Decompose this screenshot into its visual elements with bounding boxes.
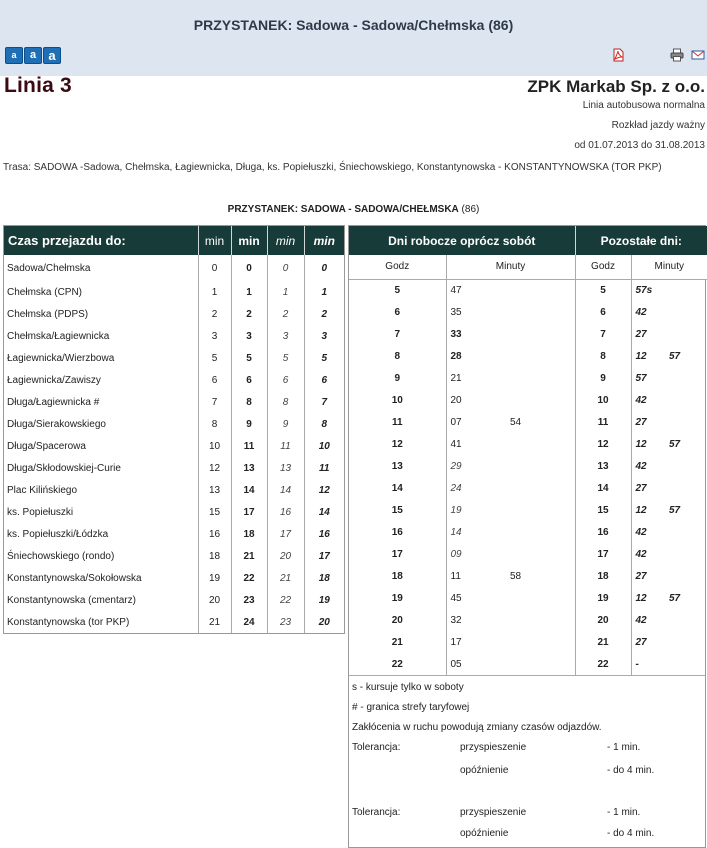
weekday-hour-cell: 16 xyxy=(349,521,446,543)
timetable-row xyxy=(349,609,707,631)
travel-time-cell: 11 xyxy=(319,462,330,474)
travel-time-cell: 0 xyxy=(198,255,231,281)
weekday-hour-cell: 14 xyxy=(349,477,446,499)
travel-time-cell: 19 xyxy=(198,567,231,589)
travel-time-cell: 3 xyxy=(267,325,304,347)
travel-time-cell: 6 xyxy=(267,369,304,391)
stop-name-cell: Długa/Sierakowskiego xyxy=(4,413,198,435)
stop-name-cell: Konstantynowska/Sokołowska xyxy=(4,567,198,589)
line-title: Linia 3 xyxy=(4,74,72,97)
acceleration-label: przyspieszenie xyxy=(460,742,527,753)
other-minute-cell xyxy=(669,455,707,477)
travel-row xyxy=(4,567,344,589)
travel-time-cell: 18 xyxy=(198,545,231,567)
other-hour-cell: 21 xyxy=(575,631,631,653)
delay-value: - do 4 min. xyxy=(607,828,655,839)
weekday-header: Dni robocze oprócz sobót xyxy=(349,226,575,255)
stop-name-cell: Długa/Skłodowskiej-Curie xyxy=(4,457,198,479)
notes-panel xyxy=(348,675,706,848)
weekday-hour-cell: 15 xyxy=(349,499,446,521)
weekday-minute-cell: 28 xyxy=(450,350,462,362)
travel-row xyxy=(4,589,344,611)
travel-time-cell: 14 xyxy=(318,506,330,518)
travel-time-cell: 17 xyxy=(267,523,304,545)
mail-icon[interactable] xyxy=(691,48,705,62)
weekday-minute-cell: 09 xyxy=(450,548,462,560)
timetable-row xyxy=(349,345,707,367)
travel-time-cell: 2 xyxy=(198,303,231,325)
travel-time-cell: 12 xyxy=(318,484,330,496)
travel-time-cell: 1 xyxy=(267,281,304,303)
weekday-hour-cell: 9 xyxy=(349,367,446,389)
stop-name-cell: Długa/Spacerowa xyxy=(4,435,198,457)
timetable-row xyxy=(349,389,707,411)
travel-time-cell: 17 xyxy=(318,550,330,562)
tolerance-label: Tolerancja: xyxy=(352,807,401,818)
travel-time-cell: 6 xyxy=(321,374,328,386)
travel-time-cell: 6 xyxy=(231,369,267,391)
weekday-minute-cell xyxy=(506,433,575,455)
travel-time-cell: 9 xyxy=(267,413,304,435)
travel-time-cell: 16 xyxy=(198,523,231,545)
other-days-header: Pozostałe dni: xyxy=(575,226,707,255)
travel-time-cell: 23 xyxy=(267,611,304,633)
other-minute-cell xyxy=(669,609,707,631)
travel-time-cell: 21 xyxy=(267,567,304,589)
travel-time-cell: 8 xyxy=(231,391,267,413)
weekday-minute-cell: 33 xyxy=(450,328,462,340)
other-minute-cell xyxy=(669,389,707,411)
weekday-hour-cell: 13 xyxy=(349,455,446,477)
stop-subtitle xyxy=(0,204,707,215)
travel-time-cell: 13 xyxy=(198,479,231,501)
other-minute-cell xyxy=(669,411,707,433)
travel-time-cell: 12 xyxy=(198,457,231,479)
timetable-row xyxy=(349,455,707,477)
tolerance-label: Tolerancja: xyxy=(352,742,401,753)
other-hour-cell: 10 xyxy=(575,389,631,411)
travel-time-cell: 14 xyxy=(267,479,304,501)
delay-label: opóźnienie xyxy=(460,765,509,776)
travel-time-cell: 14 xyxy=(231,479,267,501)
weekday-minute-cell: 35 xyxy=(450,306,462,318)
travel-header: Czas przejazdu do: xyxy=(4,226,198,255)
other-minute-cell: 57 xyxy=(635,372,647,384)
stop-name-cell: Łagiewnicka/Wierzbowa xyxy=(4,347,198,369)
col-min-1: min xyxy=(198,226,231,255)
travel-time-cell: 3 xyxy=(321,330,328,342)
travel-time-cell: 10 xyxy=(318,440,330,452)
other-minute-cell: 27 xyxy=(635,482,647,494)
timetable-row xyxy=(349,653,707,675)
timetable-row xyxy=(349,521,707,543)
other-hour-cell: 9 xyxy=(575,367,631,389)
travel-time-cell: 18 xyxy=(318,572,330,584)
other-hour-cell: 20 xyxy=(575,609,631,631)
other-hour-cell: 14 xyxy=(575,477,631,499)
weekday-minute-cell: 21 xyxy=(450,372,462,384)
travel-row xyxy=(4,255,344,281)
other-minute-cell: 27 xyxy=(635,636,647,648)
travel-time-cell: 16 xyxy=(267,501,304,523)
travel-time-cell: 13 xyxy=(267,457,304,479)
weekday-minute-cell: 05 xyxy=(450,658,462,670)
other-hour-cell: 17 xyxy=(575,543,631,565)
company-name: ZPK Markab Sp. z o.o. xyxy=(527,77,705,96)
travel-row xyxy=(4,501,344,523)
weekday-minute-cell xyxy=(506,653,575,675)
weekday-minute-cell xyxy=(506,389,575,411)
acceleration-value: - 1 min. xyxy=(607,742,641,753)
travel-time-cell: 16 xyxy=(318,528,330,540)
weekday-hour-cell: 21 xyxy=(349,631,446,653)
weekday-minute-cell xyxy=(506,477,575,499)
travel-time-cell: 3 xyxy=(198,325,231,347)
travel-row xyxy=(4,545,344,567)
other-minute-cell: 12 xyxy=(635,592,647,604)
travel-time-cell: 18 xyxy=(231,523,267,545)
travel-time-cell: 10 xyxy=(198,435,231,457)
travel-row xyxy=(4,611,344,633)
travel-row xyxy=(4,435,344,457)
travel-time-cell: 0 xyxy=(321,262,328,274)
stop-name-cell: Chełmska/Łagiewnicka xyxy=(4,325,198,347)
travel-time-cell: 21 xyxy=(231,545,267,567)
weekday-minute-cell xyxy=(506,279,575,301)
other-minute-cell xyxy=(669,653,707,675)
col-min-2: min xyxy=(231,226,267,255)
weekday-minute-cell: 32 xyxy=(450,614,462,626)
other-minute-cell: 42 xyxy=(635,394,647,406)
validity-range: od 01.07.2013 do 31.08.2013 xyxy=(574,140,705,151)
other-minute-cell: 42 xyxy=(635,526,647,538)
travel-time-cell: 0 xyxy=(267,255,304,281)
timetable-row xyxy=(349,631,707,653)
travel-time-cell: 6 xyxy=(198,369,231,391)
weekday-minute-cell: 24 xyxy=(450,482,462,494)
other-hour-cell: 8 xyxy=(575,345,631,367)
other-minute-cell: 42 xyxy=(635,614,647,626)
weekday-hour-cell: 18 xyxy=(349,565,446,587)
weekday-hour-cell: 12 xyxy=(349,433,446,455)
stop-name-cell: Długa/Łagiewnicka # xyxy=(4,391,198,413)
other-minute-cell: 12 xyxy=(635,438,647,450)
other-minute-cell: 27 xyxy=(635,416,647,428)
travel-time-cell: 13 xyxy=(231,457,267,479)
travel-time-cell: 7 xyxy=(198,391,231,413)
other-hour-cell: 18 xyxy=(575,565,631,587)
font-large-button[interactable]: a xyxy=(43,47,61,64)
timetable-row xyxy=(349,499,707,521)
weekday-hour-cell: 22 xyxy=(349,653,446,675)
travel-time-cell: 11 xyxy=(231,435,267,457)
line-type: Linia autobusowa normalna xyxy=(582,100,705,111)
travel-time-table xyxy=(3,225,345,634)
other-minute-cell: 42 xyxy=(635,306,647,318)
other-minute-cell: 42 xyxy=(635,548,647,560)
timetable-row xyxy=(349,279,707,301)
travel-time-cell: 7 xyxy=(321,396,328,408)
travel-time-cell: 8 xyxy=(321,418,328,430)
weekday-minute-cell: 47 xyxy=(450,284,462,296)
travel-time-cell: 5 xyxy=(231,347,267,369)
other-minute-cell: - xyxy=(635,658,639,670)
travel-row xyxy=(4,523,344,545)
weekday-minute-cell xyxy=(506,543,575,565)
travel-time-cell: 20 xyxy=(267,545,304,567)
travel-time-cell: 2 xyxy=(231,303,267,325)
stop-name-cell: ks. Popiełuszki xyxy=(4,501,198,523)
other-minute-cell xyxy=(669,323,707,345)
stop-name-cell: Plac Kilińskiego xyxy=(4,479,198,501)
validity-label: Rozkład jazdy ważny xyxy=(611,120,705,131)
font-medium-button[interactable]: a xyxy=(24,47,42,64)
weekday-minute-cell: 58 xyxy=(506,565,575,587)
print-icon[interactable] xyxy=(670,48,684,62)
stop-name-cell: Konstantynowska (cmentarz) xyxy=(4,589,198,611)
note-disruption: Zakłócenia w ruchu powodują zmiany czasów odjazdów. xyxy=(352,722,602,733)
other-hour-cell: 13 xyxy=(575,455,631,477)
other-hour-cell: 16 xyxy=(575,521,631,543)
weekday-minute-cell xyxy=(506,455,575,477)
other-minute-cell xyxy=(669,543,707,565)
weekday-hour-cell: 5 xyxy=(349,279,446,301)
other-minute-cell xyxy=(669,477,707,499)
other-hour-cell: 19 xyxy=(575,587,631,609)
weekday-hour-cell: 19 xyxy=(349,587,446,609)
other-minute-cell: 57 xyxy=(669,350,681,362)
weekday-hour-cell: 20 xyxy=(349,609,446,631)
travel-time-cell: 11 xyxy=(267,435,304,457)
weekday-minute-cell: 14 xyxy=(450,526,462,538)
timetable-row xyxy=(349,565,707,587)
weekday-minute-cell xyxy=(506,367,575,389)
timetable-row xyxy=(349,367,707,389)
weekday-minute-cell xyxy=(506,301,575,323)
timetable-row xyxy=(349,411,707,433)
other-hour-cell: 11 xyxy=(575,411,631,433)
weekday-minute-cell xyxy=(506,499,575,521)
travel-row xyxy=(4,413,344,435)
travel-row xyxy=(4,457,344,479)
other-hour-cell: 6 xyxy=(575,301,631,323)
weekday-hour-label: Godz xyxy=(349,255,446,279)
travel-time-cell: 22 xyxy=(267,589,304,611)
other-minute-cell: 12 xyxy=(635,350,647,362)
route-description: Trasa: SADOWA -Sadowa, Chełmska, Łagiewnicka, Długa, ks. Popiełuszki, Śniechowskiego, Konstantynowska - KONSTANTYNOWSKA (TOR PKP) xyxy=(3,162,662,173)
weekday-hour-cell: 7 xyxy=(349,323,446,345)
other-minute-cell xyxy=(669,279,707,301)
travel-row xyxy=(4,369,344,391)
other-minute-cell: 57 xyxy=(669,438,681,450)
stop-name-cell: Chełmska (PDPS) xyxy=(4,303,198,325)
weekday-minute-cell: 19 xyxy=(450,504,462,516)
other-minute-cell xyxy=(669,367,707,389)
timetable-row xyxy=(349,323,707,345)
acceleration-value: - 1 min. xyxy=(607,807,641,818)
note-hash-legend: # - granica strefy taryfowej xyxy=(352,702,470,713)
timetable-row xyxy=(349,433,707,455)
travel-time-cell: 24 xyxy=(231,611,267,633)
other-minute-cell xyxy=(669,565,707,587)
weekday-minute-cell: 41 xyxy=(450,438,462,450)
travel-time-cell: 2 xyxy=(321,308,328,320)
stop-name-cell: Sadowa/Chełmska xyxy=(4,255,198,281)
timetable-row xyxy=(349,301,707,323)
travel-row xyxy=(4,325,344,347)
travel-time-cell: 19 xyxy=(318,594,330,606)
top-bar xyxy=(0,0,707,76)
stop-name-cell: ks. Popiełuszki/Łódzka xyxy=(4,523,198,545)
page-title: PRZYSTANEK: Sadowa - Sadowa/Chełmska (86) xyxy=(193,17,514,33)
travel-row xyxy=(4,281,344,303)
stop-name-cell: Chełmska (CPN) xyxy=(4,281,198,303)
col-min-3: min xyxy=(267,226,304,255)
stop-code: (86) xyxy=(461,204,480,215)
travel-time-cell: 0 xyxy=(231,255,267,281)
travel-time-cell: 1 xyxy=(321,286,328,298)
travel-time-cell: 8 xyxy=(198,413,231,435)
departures-table xyxy=(348,225,706,676)
travel-time-cell: 21 xyxy=(198,611,231,633)
other-minute-cell xyxy=(669,301,707,323)
other-minute-cell: 27 xyxy=(635,328,647,340)
weekday-hour-cell: 17 xyxy=(349,543,446,565)
travel-time-cell: 5 xyxy=(267,347,304,369)
other-hour-cell: 22 xyxy=(575,653,631,675)
delay-value: - do 4 min. xyxy=(607,765,655,776)
travel-time-cell: 5 xyxy=(198,347,231,369)
travel-time-cell: 9 xyxy=(231,413,267,435)
weekday-minute-cell xyxy=(506,323,575,345)
acceleration-label: przyspieszenie xyxy=(460,807,527,818)
weekday-minute-cell: 54 xyxy=(506,411,575,433)
other-minute-cell: 57s xyxy=(635,284,653,296)
other-minute-cell: 57 xyxy=(669,592,681,604)
other-minute-cell xyxy=(669,521,707,543)
weekday-hour-cell: 11 xyxy=(349,411,446,433)
other-minute-cell: 27 xyxy=(635,570,647,582)
travel-time-cell: 22 xyxy=(231,567,267,589)
other-minute-cell: 42 xyxy=(635,460,647,472)
other-hour-cell: 12 xyxy=(575,433,631,455)
weekday-minute-cell xyxy=(506,609,575,631)
other-minutes-label: Minuty xyxy=(631,255,707,279)
delay-label: opóźnienie xyxy=(460,828,509,839)
timetable-row xyxy=(349,587,707,609)
other-minute-cell: 12 xyxy=(635,504,647,516)
note-s-legend: s - kursuje tylko w soboty xyxy=(352,682,464,693)
weekday-minute-cell: 07 xyxy=(450,416,462,428)
travel-time-cell: 2 xyxy=(267,303,304,325)
stop-name-cell: Łagiewnicka/Zawiszy xyxy=(4,369,198,391)
timetable-row xyxy=(349,543,707,565)
weekday-minute-cell: 29 xyxy=(450,460,462,472)
travel-time-cell: 15 xyxy=(198,501,231,523)
travel-time-cell: 17 xyxy=(231,501,267,523)
weekday-minute-cell xyxy=(506,587,575,609)
other-hour-cell: 15 xyxy=(575,499,631,521)
weekday-minute-cell: 45 xyxy=(450,592,462,604)
weekday-minute-cell: 20 xyxy=(450,394,462,406)
travel-time-cell: 20 xyxy=(198,589,231,611)
other-minute-cell: 57 xyxy=(669,504,681,516)
travel-time-cell: 1 xyxy=(198,281,231,303)
weekday-hour-cell: 8 xyxy=(349,345,446,367)
travel-time-cell: 20 xyxy=(318,616,330,628)
travel-time-cell: 3 xyxy=(231,325,267,347)
timetable-row xyxy=(349,477,707,499)
weekday-minutes-label: Minuty xyxy=(446,255,575,279)
pdf-icon[interactable] xyxy=(611,48,625,62)
weekday-hour-cell: 10 xyxy=(349,389,446,411)
travel-time-cell: 23 xyxy=(231,589,267,611)
font-size-controls xyxy=(5,47,61,64)
travel-time-cell: 5 xyxy=(321,352,328,364)
stop-name-cell: Konstantynowska (tor PKP) xyxy=(4,611,198,633)
stop-name-cell: Śniechowskiego (rondo) xyxy=(4,545,198,567)
other-minute-cell xyxy=(669,631,707,653)
other-hour-cell: 5 xyxy=(575,279,631,301)
weekday-minute-cell: 17 xyxy=(450,636,462,648)
travel-time-cell: 1 xyxy=(231,281,267,303)
travel-row xyxy=(4,347,344,369)
weekday-minute-cell: 11 xyxy=(450,570,461,582)
travel-row xyxy=(4,479,344,501)
other-hour-label: Godz xyxy=(575,255,631,279)
weekday-minute-cell xyxy=(506,631,575,653)
font-small-button[interactable]: a xyxy=(5,47,23,64)
stop-name: PRZYSTANEK: SADOWA - SADOWA/CHEŁMSKA xyxy=(227,204,459,215)
travel-row xyxy=(4,391,344,413)
weekday-hour-cell: 6 xyxy=(349,301,446,323)
travel-time-cell: 8 xyxy=(267,391,304,413)
other-hour-cell: 7 xyxy=(575,323,631,345)
col-min-4: min xyxy=(304,226,344,255)
weekday-minute-cell xyxy=(506,345,575,367)
travel-row xyxy=(4,303,344,325)
weekday-minute-cell xyxy=(506,521,575,543)
